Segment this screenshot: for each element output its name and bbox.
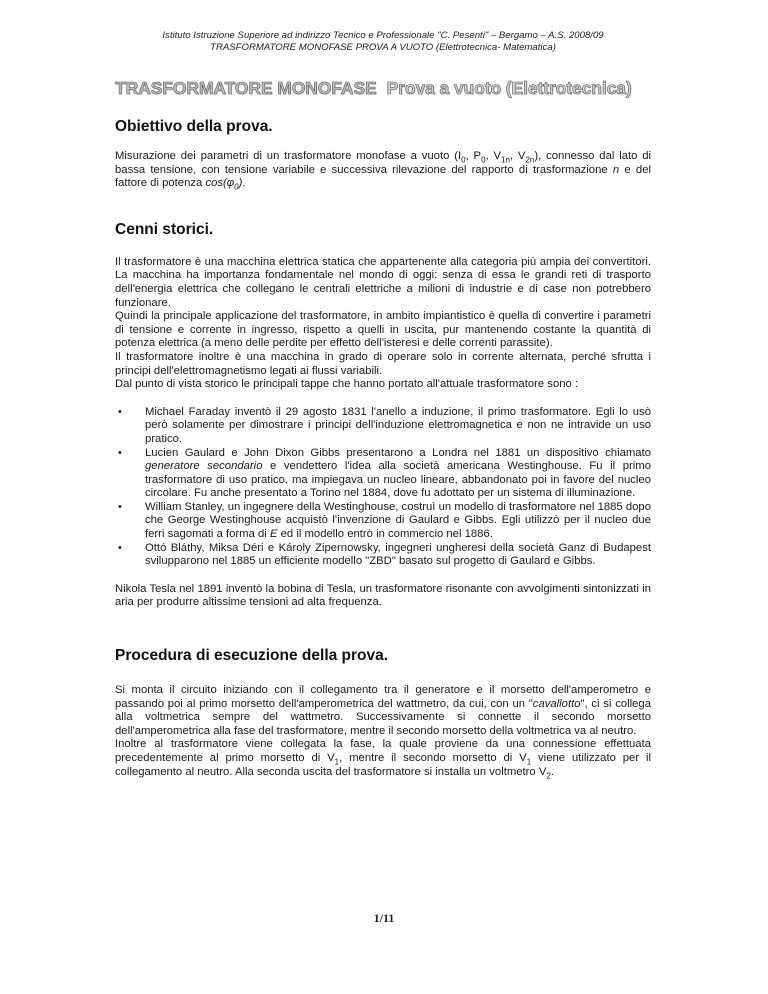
header-line-2: TRASFORMATORE MONOFASE PROVA A VUOTO (Elettrotecnica- Matematica) xyxy=(210,42,556,53)
document-page xyxy=(115,30,651,779)
list-item: • Michael Faraday inventò il 29 agosto 1831 l'anello a induzione, il primo trasformatore. Egli lo usò però solamente per dimostrare i principi dell'induzione elettromagnetica e non ne intravide un uso pratico. xyxy=(118,405,651,445)
cenni-paragraph-2: Quindi la principale applicazione del trasformatore, in ambito impiantistico è quella di convertire i parametri di tensione e corrente in ingresso, rispetto a quelli in uscita, pur mantenendo costante la quantità di potenza elettrica (a meno delle perdite per effetto dell'isteresi e delle correnti parassite). xyxy=(115,310,651,350)
heading-obiettivo: Obiettivo della prova. xyxy=(115,118,273,135)
bullet-icon: • xyxy=(118,405,122,418)
tesla-paragraph: Nikola Tesla nel 1891 inventò la bobina di Tesla, un trasformatore risonante con avvolgimenti sintonizzati in aria per produrre altissime tensioni ad alta frequenza. xyxy=(115,582,651,609)
procedura-paragraph-1: Si monta il circuito iniziando con il collegamento tra il generatore e il morsetto dell'amperometro e passando poi al primo morsetto dell'amperometrica del wattmetro, da cui, con un "cavallotto", ci si collega alla voltmetrica sempre del wattmetro. Successivamente si connette il secondo morsetto dell'amperometrica alla fase del trasformatore, mentre il secondo morsetto della voltmetrica va al neutro. xyxy=(115,684,652,737)
page-number: 1/11 xyxy=(373,911,395,925)
cenni-paragraph-1: Il trasformatore è una macchina elettrica statica che appartenente alla categoria più ampia dei convertitori. La macchina ha importanza fondamentale nel mondo di oggi: senza di essa le grandi reti di trasporto dell'energia elettrica che collegano le centrali elettriche a milioni di industrie e di case non potrebbero funzionare. xyxy=(115,255,651,309)
procedura-paragraph-2: Inoltre al trasformatore viene collegata la fase, la quale proviene da una connessione effettuata precedentemente al primo morsetto di $V_1$, mentre il secondo morsetto di $V_1$ viene utilizzato per il collegamento al neutro. Alla seconda uscita del trasformatore si installa un voltmetro $V_2$. xyxy=(115,738,651,780)
section-procedura xyxy=(115,647,651,779)
heading-cenni-storici: Cenni storici. xyxy=(115,220,214,238)
cenni-paragraph-3: Il trasformatore inoltre è una macchina in grado di operare solo in corrente alternata, perché sfrutta i principi dell'elettromagnetismo legati ai flussi variabili. xyxy=(115,350,651,377)
section-obiettivo xyxy=(115,118,651,191)
header-line-1: Istituto Istruzione Superiore ad indirizzo Tecnico e Professionale "C. Pesenti" – Bergamo – A.S. 2008/09 xyxy=(162,30,604,41)
bullet-icon: • xyxy=(118,541,122,554)
title-main: TRASFORMATORE MONOFASE xyxy=(115,78,377,98)
obiettivo-paragraph: Misurazione dei parametri di un trasformatore monofase a vuoto ($I_0$, $P_0$, $V_{1n}$, $V_{2n}$), connesso dal lato di bassa tensione, con tensione variabile e successiva rilevazione del rapporto di trasformazione n e del fattore di potenza $\cos(\varphi_0)$. xyxy=(115,150,652,192)
cenni-paragraph-4: Dal punto di vista storico le principali tappe che hanno portato all'attuale trasformatore sono : xyxy=(115,378,579,391)
history-list xyxy=(115,406,651,569)
running-header xyxy=(115,30,651,54)
list-item: • Lucien Gaulard e John Dixon Gibbs presentarono a Londra nel 1881 un dispositivo chiamato generatore secondario e vendettero l'idea alla società americana Westinghouse. Fu il primo trasformatore di uso pratico, ma impiegava un nucleo lineare, abbandonato poi in favore del nucleo circolare. Fu anche presentato a Torino nel 1884, dove fu adottato per un sistema di illuminazione. xyxy=(118,446,651,500)
heading-procedura: Procedura di esecuzione della prova. xyxy=(115,647,389,665)
list-item: • William Stanley, un ingegnere della Westinghouse, costruì un modello di trasformatore nel 1885 dopo che George Westinghouse acquistò l'invenzione di Gaulard e Gibbs. Egli utilizzò per il nucleo due ferri sagomati a forma di E ed il modello entrò in commercio nel 1886. xyxy=(118,500,651,541)
section-cenni-storici xyxy=(115,221,651,610)
document-title xyxy=(115,78,651,99)
bullet-icon: • xyxy=(118,500,122,513)
list-item: • Ottó Bláthy, Miksa Déri e Károly Zipernowsky, ingegneri ungheresi della società Ganz di Budapest svilupparono nel 1885 un efficiente modello "ZBD" basato sul progetto di Gaulard e Gibbs. xyxy=(118,541,651,568)
title-sub: Prova a vuoto (Elettrotecnica) xyxy=(386,78,632,98)
bullet-icon: • xyxy=(118,446,122,459)
